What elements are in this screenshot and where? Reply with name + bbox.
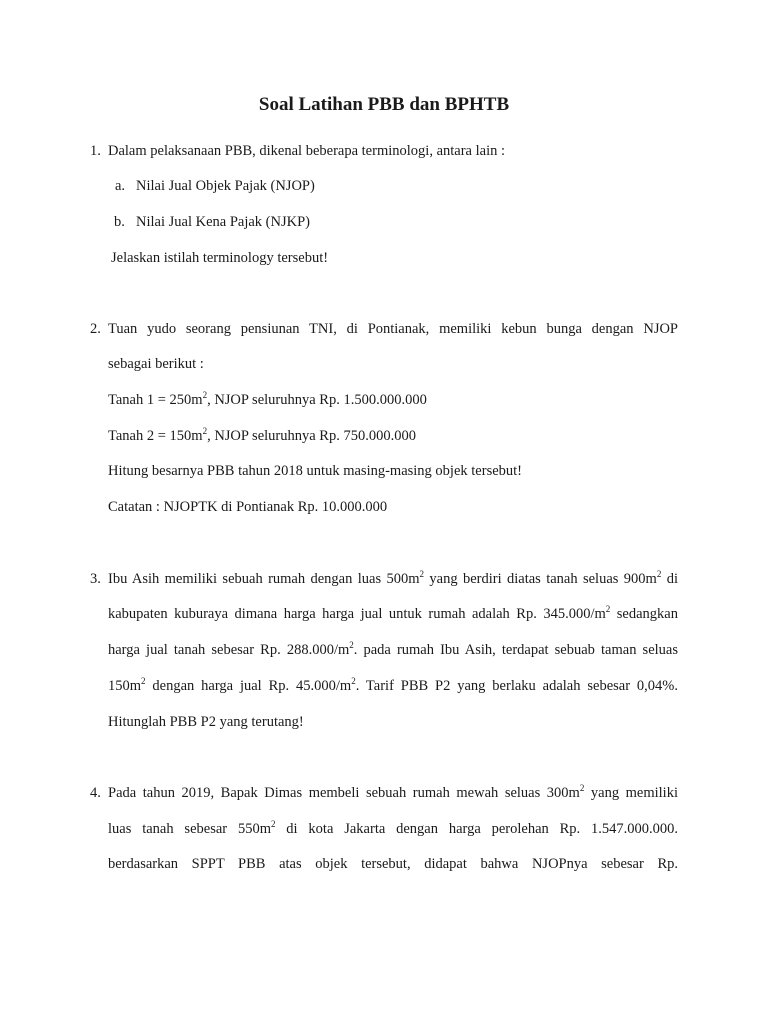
q3-line-3: harga jual tanah sebesar Rp. $288.000/m^2$. pada rumah Ibu Asih, terdapat sebuab taman seluas <box>108 640 678 658</box>
q3-line-5: Hitunglah PBB P2 yang terutang! <box>108 714 304 730</box>
q1-item-a-text: Nilai Jual Objek Pajak (NJOP) <box>136 178 315 194</box>
document-title: Soal Latihan PBB dan BPHTB <box>258 94 510 115</box>
q2-land-1: Tanah $1 = 250m^2$, NJOP seluruhnya Rp. 1.500.000.000 <box>108 390 427 408</box>
q4-line-2: luas tanah sebesar $550m^2$ di kota Jakarta dengan harga perolehan Rp. 1.547.000.000. <box>108 819 678 837</box>
q4-line-1: Pada tahun 2019, Bapak Dimas membeli sebuah rumah mewah seluas $300m^2$ yang memiliki <box>108 783 678 801</box>
q1-item-b-text: Nilai Jual Kena Pajak (NJKP) <box>136 214 310 230</box>
q3-line-4: $150m^2$ dengan harga jual Rp. $45.000/m^2$. Tarif PBB P2 yang berlaku adalah sebesar 0,04%. <box>108 676 678 694</box>
q1-intro: Dalam pelaksanaan PBB, dikenal beberapa terminologi, antara lain : <box>108 143 506 159</box>
q2-note: Catatan : NJOPTK di Pontianak Rp. 10.000.000 <box>108 499 388 515</box>
q4-number: 4. <box>90 785 101 801</box>
q2-land-2: Tanah $2 = 150m^2$, NJOP seluruhnya Rp. 750.000.000 <box>108 426 416 444</box>
q1-number: 1. <box>90 143 101 159</box>
q1-instruction: Jelaskan istilah terminology tersebut! <box>111 250 329 266</box>
q1-item-b-marker: b. <box>114 214 125 230</box>
q3-number: 3. <box>90 571 101 587</box>
q3-line-1: Ibu Asih memiliki sebuah rumah dengan luas $500m^2$ yang berdiri diatas tanah seluas $900m^2$ di <box>108 569 678 587</box>
q2-line-2: sebagai berikut : <box>108 356 204 372</box>
q2-line-1: Tuan yudo seorang pensiunan TNI, di Pontianak, memiliki kebun bunga dengan NJOP <box>108 321 678 337</box>
q1-item-a-marker: a. <box>115 178 126 194</box>
q2-instruction: Hitung besarnya PBB tahun 2018 untuk masing-masing objek tersebut! <box>108 463 523 479</box>
q3-line-2: kabupaten kuburaya dimana harga harga jual untuk rumah adalah Rp. $345.000/m^2$ sedangkan <box>108 604 678 622</box>
q4-line-3: berdasarkan SPPT PBB atas objek tersebut, didapat bahwa NJOPnya sebesar Rp. <box>108 856 678 872</box>
q2-number: 2. <box>90 321 101 337</box>
